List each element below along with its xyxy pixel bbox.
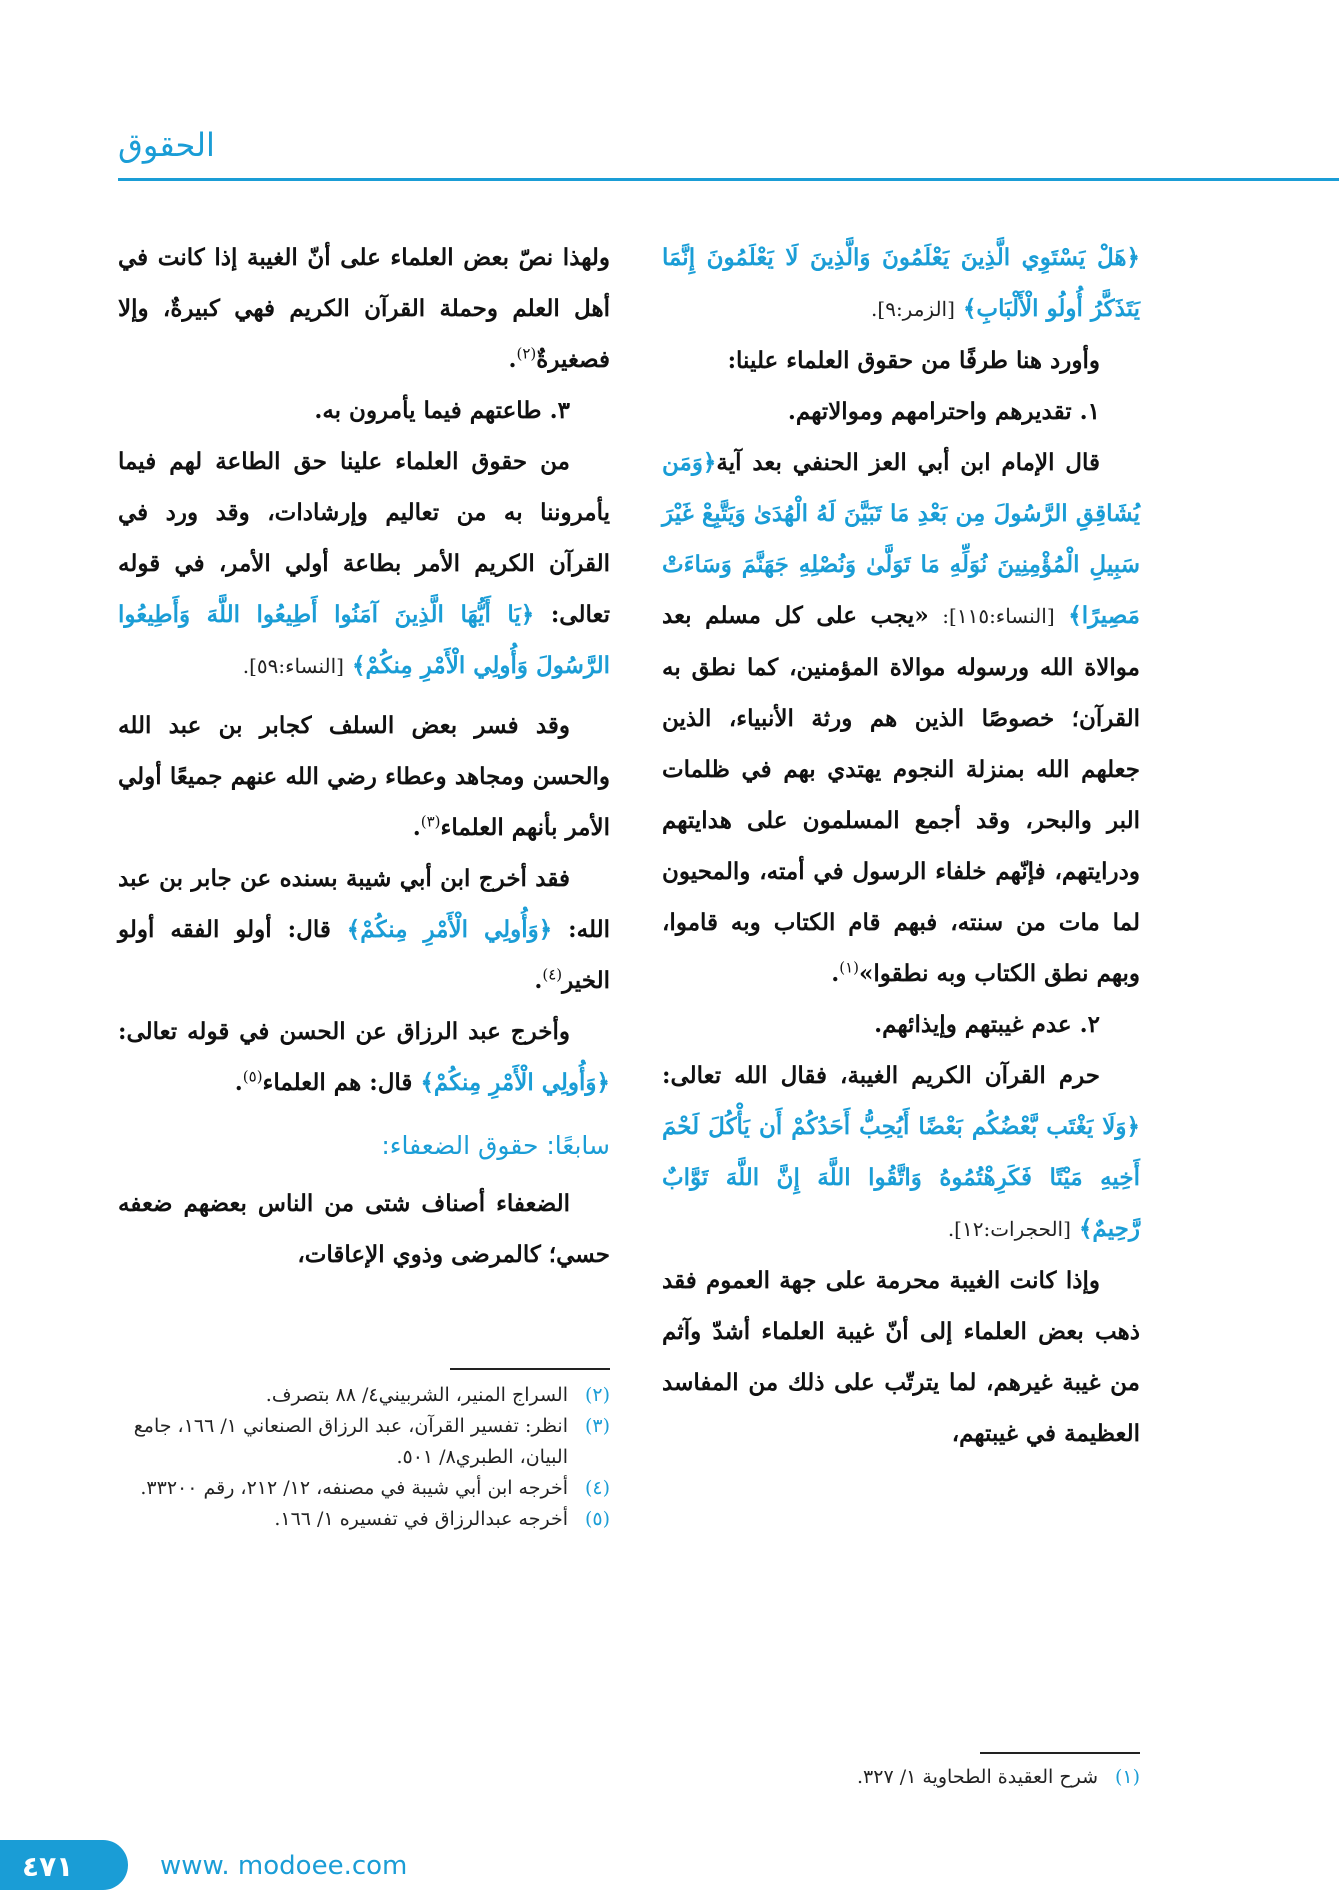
footnote-text: السراج المنير، الشربيني٤/ ٨٨ بتصرف.	[265, 1384, 568, 1406]
right-column	[662, 232, 1140, 1459]
footnote-number: (٣)	[584, 1415, 610, 1437]
para-4-text-b: قال: أولو الفقه أولو الخير	[118, 916, 610, 994]
footnote-marker-3[interactable]: (٣)	[420, 812, 441, 831]
footnote-number: (٥)	[584, 1508, 610, 1530]
para-6: الضعفاء أصناف شتى من الناس بعضهم ضعفه حسي؛ كالمرضى وذوي الإعاقات،	[118, 1190, 610, 1268]
footnote-text: انظر: تفسير القرآن، عبد الرزاق الصنعاني ١/ ١٦٦، جامع البيان، الطبري٨/ ٥٠١.	[133, 1415, 568, 1468]
para-2-text: من حقوق العلماء علينا حق الطاعة لهم فيما يأمروننا به من تعاليم وإرشادات، وقد ورد في القرآن الكريم الأمر بطاعة أولي الأمر، في قوله تعالى:	[118, 448, 610, 628]
para-4-text-a: فقد أخرج ابن أبي شيبة بسنده عن جابر بن عبد الله:	[118, 865, 610, 943]
footnote-rule-right	[980, 1752, 1140, 1754]
footnote-text: شرح العقيدة الطحاوية ١/ ٣٢٧.	[857, 1766, 1098, 1788]
para-1: ولهذا نصّ بعض العلماء على أنّ الغيبة إذا كانت في أهل العلم وحملة القرآن الكريم فهي كبيرةٌ، وإلا فصغيرةٌ$^{(٢)}$.	[118, 244, 610, 373]
verse-3-reference: [الحجرات:١٢].	[947, 1217, 1071, 1241]
footnote-number: (٤)	[584, 1477, 610, 1499]
footnotes-left	[118, 1380, 610, 1535]
verse-2-reference: [النساء:١١٥]:	[942, 604, 1055, 628]
para-4: فقد أخرج ابن أبي شيبة بسنده عن جابر بن عبد الله: ﴿وَأُولِي الْأَمْرِ مِنكُمْ﴾ قال: أولو الفقه أولو الخير$^{(٤)}$.	[118, 865, 610, 994]
quran-verse-3: ﴿وَلَا يَغْتَب بَّعْضُكُم بَعْضًا أَيُحِبُّ أَحَدُكُمْ أَن يَأْكُلَ لَحْمَ أَخِيهِ مَيْتًا فَكَرِهْتُمُوهُ وَاتَّقُوا اللَّهَ إِنَّ اللَّهَ تَوَّابٌ رَّحِيمٌ﴾	[662, 1113, 1140, 1242]
point-2-heading: ٢. عدم غيبتهم وإيذائهم.	[874, 1011, 1100, 1038]
footnotes-right	[662, 1762, 1140, 1793]
para-5-text-a: وأخرج عبد الرزاق عن الحسن في قوله تعالى:	[118, 1018, 570, 1045]
para-1-text: ولهذا نصّ بعض العلماء على أنّ الغيبة إذا كانت في أهل العلم وحملة القرآن الكريم فهي كبيرةٌ، وإلا فصغيرةٌ	[118, 244, 610, 373]
page-number: ٤٧١	[22, 1850, 74, 1883]
quote-intro: قال الإمام ابن أبي العز الحنفي بعد آية	[716, 449, 1100, 476]
section-heading: سابعًا: حقوق الضعفاء:	[381, 1131, 610, 1160]
quran-verse-5: ﴿وَأُولِي الْأَمْرِ مِنكُمْ﴾	[346, 916, 553, 943]
gheeba-intro: حرم القرآن الكريم الغيبة، فقال الله تعالى:	[662, 1062, 1100, 1089]
footnote	[118, 1473, 610, 1504]
footnote-marker-2[interactable]: (٢)	[516, 344, 537, 363]
quote-text: «يجب على كل مسلم بعد موالاة الله ورسوله موالاة المؤمنين، كما نطق به القرآن؛ خصوصًا الذين هم ورثة الأنبياء، الذين جعلهم الله بمنزلة النجوم يهتدي بهم في ظلمات البر والبحر، وقد أجمع المسلمون على هدايتهم ودرايتهم، فإنّهم خلفاء الرسول في أمته، والمحيون لما مات من سنته، فبهم قام الكتاب وبه قاموا، وبهم نطق الكتاب وبه نطقوا»	[662, 602, 1140, 987]
verse-4-reference: [النساء:٥٩].	[242, 654, 344, 678]
verse-1-paragraph	[662, 232, 1140, 335]
running-title: الحقوق	[118, 126, 215, 164]
footnote	[662, 1762, 1140, 1793]
footnote-text: أخرجه ابن أبي شيبة في مصنفه، ١٢/ ٢١٢، رقم ٣٣٢٠٠.	[140, 1477, 568, 1499]
footnote-text: أخرجه عبدالرزاق في تفسيره ١/ ١٦٦.	[274, 1508, 568, 1530]
point-3-heading: ٣. طاعتهم فيما يأمرون به.	[314, 397, 570, 424]
gheeba-paragraph	[662, 1050, 1140, 1255]
footnote	[118, 1380, 610, 1411]
quran-verse-6: ﴿وَأُولِي الْأَمْرِ مِنكُمْ﴾	[420, 1069, 610, 1096]
quran-verse-1: ﴿هَلْ يَسْتَوِي الَّذِينَ يَعْلَمُونَ وَالَّذِينَ لَا يَعْلَمُونَ إِنَّمَا يَتَذَكَّرُ أُولُو الْأَلْبَابِ﴾	[662, 244, 1140, 322]
footnote-number: (٢)	[584, 1384, 610, 1406]
quran-verse-4: ﴿يَا أَيُّهَا الَّذِينَ آمَنُوا أَطِيعُوا اللَّهَ وَأَطِيعُوا الرَّسُولَ وَأُولِي الْأَمْرِ مِنكُمْ﴾	[118, 601, 610, 679]
footnote-number: (١)	[1114, 1766, 1140, 1788]
para-2	[118, 436, 610, 692]
footnote-rule-left	[450, 1368, 610, 1370]
point-1-heading: ١. تقديرهم واحترامهم وموالاتهم.	[787, 398, 1100, 425]
para-3-text: وقد فسر بعض السلف كجابر بن عبد الله والحسن ومجاهد وعطاء رضي الله عنهم جميعًا أولي الأمر بأنهم العلماء	[118, 712, 610, 841]
intro-paragraph: وأورد هنا طرفًا من حقوق العلماء علينا:	[727, 347, 1100, 374]
footnote-marker-4[interactable]: (٤)	[542, 965, 563, 984]
footnote-marker-5[interactable]: (٥)	[242, 1067, 263, 1086]
quran-verse-2: ﴿وَمَن يُشَاقِقِ الرَّسُولَ مِن بَعْدِ مَا تَبَيَّنَ لَهُ الْهُدَىٰ وَيَتَّبِعْ غَيْرَ سَبِيلِ الْمُؤْمِنِينَ نُوَلِّهِ مَا تَوَلَّىٰ وَنُصْلِهِ جَهَنَّمَ وَسَاءَتْ مَصِيرًا﴾	[662, 449, 1140, 629]
para-5: وأخرج عبد الرزاق عن الحسن في قوله تعالى: ﴿وَأُولِي الْأَمْرِ مِنكُمْ﴾ قال: هم العلماء$^{(٥)}$.	[118, 1018, 610, 1096]
left-column	[118, 232, 610, 1280]
footnote	[118, 1504, 610, 1535]
footnote	[118, 1411, 610, 1473]
gheeba-text: وإذا كانت الغيبة محرمة على جهة العموم فقد ذهب بعض العلماء إلى أنّ غيبة العلماء أشدّ وآثم من غيبة غيرهم، لما يترتّب على ذلك من المفاسد العظيمة في غيبتهم،	[662, 1267, 1140, 1447]
para-3: وقد فسر بعض السلف كجابر بن عبد الله والحسن ومجاهد وعطاء رضي الله عنهم جميعًا أولي الأمر بأنهم العلماء$^{(٣)}$.	[118, 712, 610, 841]
quote-paragraph: قال الإمام ابن أبي العز الحنفي بعد آية﴿وَمَن يُشَاقِقِ الرَّسُولَ مِن بَعْدِ مَا تَبَيَّنَ لَهُ الْهُدَىٰ وَيَتَّبِعْ غَيْرَ سَبِيلِ الْمُؤْمِنِينَ نُوَلِّهِ مَا تَوَلَّىٰ وَنُصْلِهِ جَهَنَّمَ وَسَاءَتْ مَصِيرًا﴾ [النساء:١١٥]: «يجب على كل مسلم بعد موالاة الله ورسوله موالاة المؤمنين، كما نطق به القرآن؛ خصوصًا الذين هم ورثة الأنبياء، الذين جعلهم الله بمنزلة النجوم يهتدي بهم في ظلمات البر والبحر، وقد أجمع المسلمون على هدايتهم ودرايتهم، فإنّهم خلفاء الرسول في أمته، والمحيون لما مات من سنته، فبهم قام الكتاب وبه قاموا، وبهم نطق الكتاب وبه نطقوا»$^{(١)}$.	[662, 449, 1140, 987]
para-5-text-b: قال: هم العلماء	[262, 1069, 413, 1096]
verse-1-reference: [الزمر:٩].	[871, 297, 955, 321]
website-link[interactable]: www. modoee.com	[160, 1851, 408, 1881]
header-rule	[118, 178, 1339, 181]
footnote-marker-1[interactable]: (١)	[839, 958, 859, 977]
